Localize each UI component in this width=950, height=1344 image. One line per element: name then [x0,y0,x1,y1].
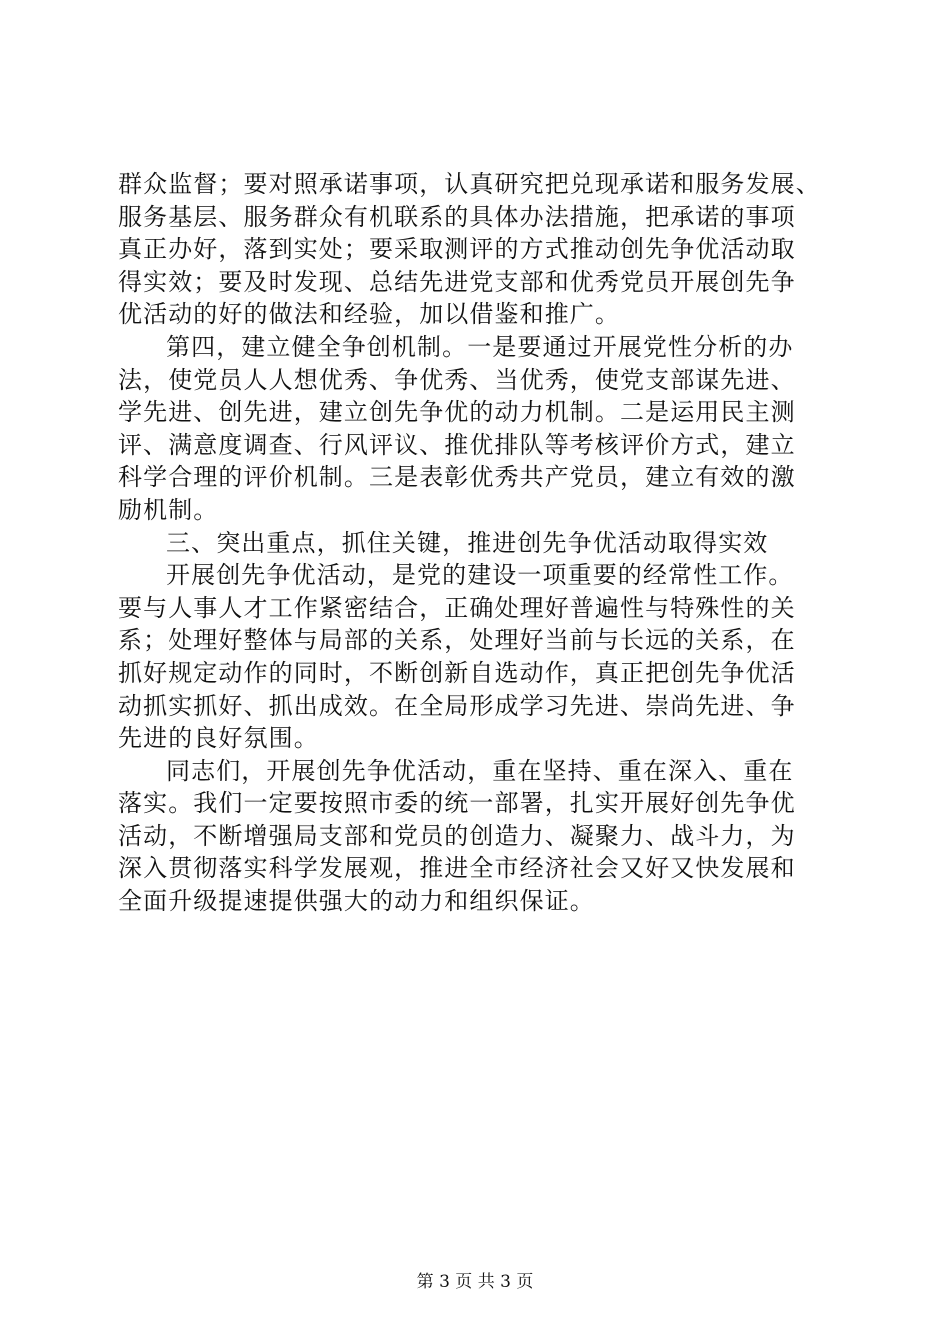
text-line: 学先进、创先进，建立创先争优的动力机制。二是运用民主测 [118,398,796,427]
text-line: 服务基层、服务群众有机联系的具体办法措施，把承诺的事项 [118,202,796,231]
text-line: 同志们，开展创先争优活动，重在坚持、重在深入、重在 [166,756,794,785]
document-body [118,168,838,918]
text-line: 评、满意度调查、行风评议、推优排队等考核评价方式，建立 [118,430,796,459]
text-line: 第四，建立健全争创机制。一是要通过开展党性分析的办 [166,332,794,361]
text-line: 系；处理好整体与局部的关系，处理好当前与长远的关系，在 [118,626,796,655]
text-line: 科学合理的评价机制。三是表彰优秀共产党员，建立有效的激 [118,463,796,492]
text-line: 落实。我们一定要按照市委的统一部署，扎实开展好创先争优 [118,789,796,818]
text-line: 开展创先争优活动，是党的建设一项重要的经常性工作。 [166,561,794,590]
text-line: 得实效；要及时发现、总结先进党支部和优秀党员开展创先争 [118,267,796,296]
text-line: 活动，不断增强局支部和党员的创造力、凝聚力、战斗力，为 [118,821,796,850]
text-line: 三、突出重点，抓住关键，推进创先争优活动取得实效 [166,528,769,557]
text-line: 群众监督；要对照承诺事项，认真研究把兑现承诺和服务发展、 [118,170,821,198]
text-line: 励机制。 [118,495,219,524]
text-line: 动抓实抓好、抓出成效。在全局形成学习先进、崇尚先进、争 [118,691,796,720]
page-number-footer: 第 3 页 共 3 页 [416,1272,534,1292]
text-line: 先进的良好氛围。 [118,724,319,753]
text-line: 优活动的好的做法和经验，加以借鉴和推广。 [118,300,620,329]
text-line: 真正办好，落到实处；要采取测评的方式推动创先争优活动取 [118,235,796,264]
text-line: 法，使党员人人想优秀、争优秀、当优秀，使党支部谋先进、 [118,365,796,394]
text-line: 深入贯彻落实科学发展观，推进全市经济社会又好又快发展和 [118,854,796,883]
text-line: 抓好规定动作的同时，不断创新自选动作，真正把创先争优活 [118,658,796,687]
text-line: 全面升级提速提供强大的动力和组织保证。 [118,887,595,916]
text-line: 要与人事人才工作紧密结合，正确处理好普遍性与特殊性的关 [118,593,796,622]
